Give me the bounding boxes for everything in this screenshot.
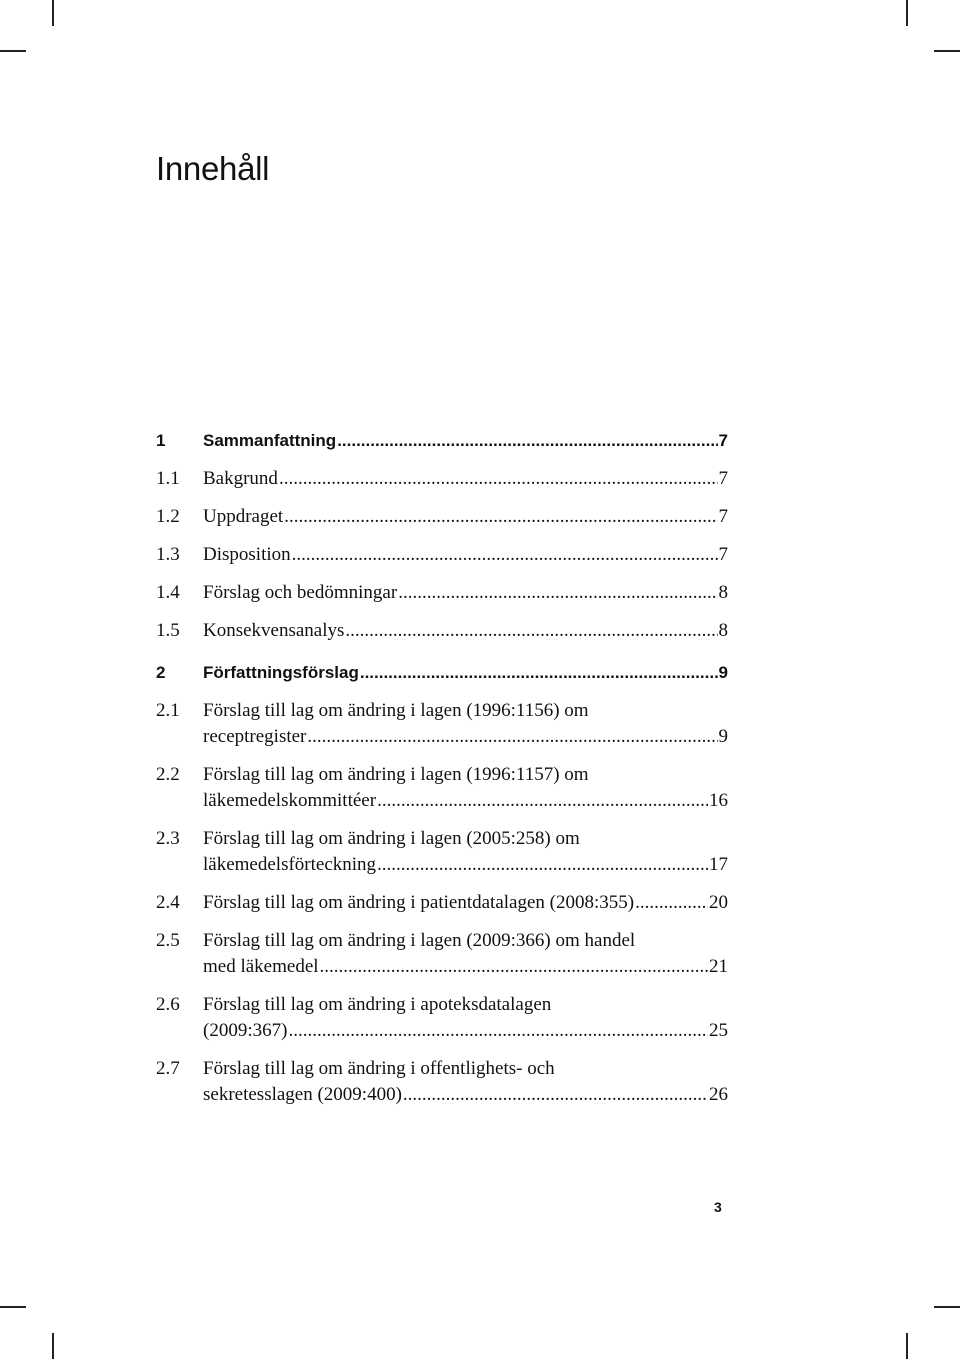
toc-entry-title: Förslag till lag om ändring i lagen (2005:258) om (203, 828, 580, 849)
toc-entry-title: Förslag till lag om ändring i offentlighets- och (203, 1058, 555, 1079)
toc-section-entry[interactable] (156, 826, 728, 878)
toc-entry-title: läkemedelsförteckning (203, 854, 377, 875)
toc-chapter-entry[interactable] (156, 428, 728, 454)
toc-entry-page: 17 (709, 854, 728, 875)
toc-entry-page: 7 (718, 544, 728, 565)
toc-entry-page: 21 (709, 956, 728, 977)
crop-mark-top-left (0, 50, 26, 52)
toc-entry-number: 2.3 (156, 828, 180, 849)
toc-dot-leader (279, 466, 718, 492)
page-number: 3 (714, 1199, 722, 1215)
crop-mark-bottom-right (906, 1333, 908, 1359)
toc-dot-leader (403, 1082, 708, 1108)
toc-entry-title: Sammanfattning (203, 431, 337, 450)
toc-entry-title: (2009:367) (203, 1020, 288, 1041)
toc-entry-page: 9 (718, 663, 728, 682)
toc-entry-number: 1.5 (156, 620, 180, 641)
toc-dot-leader (377, 788, 708, 814)
toc-dot-leader (360, 660, 718, 686)
toc-entry-title: Förslag och bedömningar (203, 582, 398, 603)
crop-mark-bottom-left (0, 1306, 26, 1308)
toc-section-entry[interactable] (156, 928, 728, 980)
toc-entry-title: Bakgrund (203, 468, 278, 489)
toc-entry-number: 1.4 (156, 582, 180, 603)
toc-dot-leader (635, 890, 708, 916)
toc-entry-title: Disposition (203, 544, 291, 565)
toc-entry-number: 1 (156, 431, 166, 450)
table-of-contents (156, 428, 728, 1108)
toc-section-entry[interactable] (156, 992, 728, 1044)
toc-entry-title: sekretesslagen (2009:400) (203, 1084, 402, 1105)
toc-entry-page: 7 (718, 431, 728, 450)
toc-entry-title: läkemedelskommittéer (203, 790, 377, 811)
toc-dot-leader (345, 618, 717, 644)
toc-entry-page: 16 (709, 790, 728, 811)
toc-entry-title: Förslag till lag om ändring i lagen (1996:1157) om (203, 764, 589, 785)
crop-mark-bottom-right (934, 1306, 960, 1308)
toc-entry-page: 26 (709, 1084, 728, 1105)
toc-entry-number: 2.2 (156, 764, 180, 785)
toc-chapter-entry[interactable] (156, 660, 728, 686)
toc-entry-number: 2.7 (156, 1058, 180, 1079)
toc-entry-title: Förslag till lag om ändring i apoteksdatalagen (203, 994, 552, 1015)
crop-mark-top-right (934, 50, 960, 52)
toc-section-entry[interactable] (156, 762, 728, 814)
toc-entry-title: Förslag till lag om ändring i lagen (1996:1156) om (203, 700, 589, 721)
toc-entry-page: 8 (718, 620, 728, 641)
toc-entry-title: Uppdraget (203, 506, 284, 527)
toc-dot-leader (320, 954, 708, 980)
toc-dot-leader (292, 542, 718, 568)
toc-entry-title: Förslag till lag om ändring i patientdatalagen (2008:355) (203, 892, 635, 913)
toc-dot-leader (284, 504, 717, 530)
toc-entry-page: 20 (709, 892, 728, 913)
toc-entry-number: 2.6 (156, 994, 180, 1015)
crop-mark-top-left (52, 0, 54, 26)
toc-dot-leader (337, 428, 717, 454)
toc-entry-number: 1.1 (156, 468, 180, 489)
toc-entry-title: med läkemedel (203, 956, 319, 977)
crop-mark-top-right (906, 0, 908, 26)
toc-section-entry[interactable] (156, 1056, 728, 1108)
toc-section-entry[interactable] (156, 698, 728, 750)
toc-entry-number: 1.3 (156, 544, 180, 565)
toc-entry-number: 1.2 (156, 506, 180, 527)
toc-entry-number: 2.4 (156, 892, 180, 913)
toc-entry-page: 7 (718, 468, 728, 489)
toc-dot-leader (307, 724, 717, 750)
toc-entry-page: 8 (718, 582, 728, 603)
toc-section-entry[interactable] (156, 890, 728, 916)
toc-section-entry[interactable] (156, 504, 728, 530)
crop-mark-bottom-left (52, 1333, 54, 1359)
toc-dot-leader (377, 852, 708, 878)
toc-section-entry[interactable] (156, 618, 728, 644)
toc-entry-title: receptregister (203, 726, 307, 747)
toc-entry-title: Författningsförslag (203, 663, 359, 682)
toc-section-entry[interactable] (156, 466, 728, 492)
page-title: Innehåll (156, 150, 270, 187)
toc-entry-page: 25 (709, 1020, 728, 1041)
toc-entry-number: 2.5 (156, 930, 180, 951)
toc-entry-number: 2.1 (156, 700, 180, 721)
toc-entry-page: 9 (718, 726, 728, 747)
toc-entry-title: Förslag till lag om ändring i lagen (2009:366) om handel (203, 930, 636, 951)
toc-entry-title: Konsekvensanalys (203, 620, 345, 641)
toc-dot-leader (398, 580, 717, 606)
toc-entry-page: 7 (718, 506, 728, 527)
toc-entry-number: 2 (156, 663, 166, 682)
toc-section-entry[interactable] (156, 580, 728, 606)
toc-section-entry[interactable] (156, 542, 728, 568)
toc-dot-leader (288, 1018, 708, 1044)
